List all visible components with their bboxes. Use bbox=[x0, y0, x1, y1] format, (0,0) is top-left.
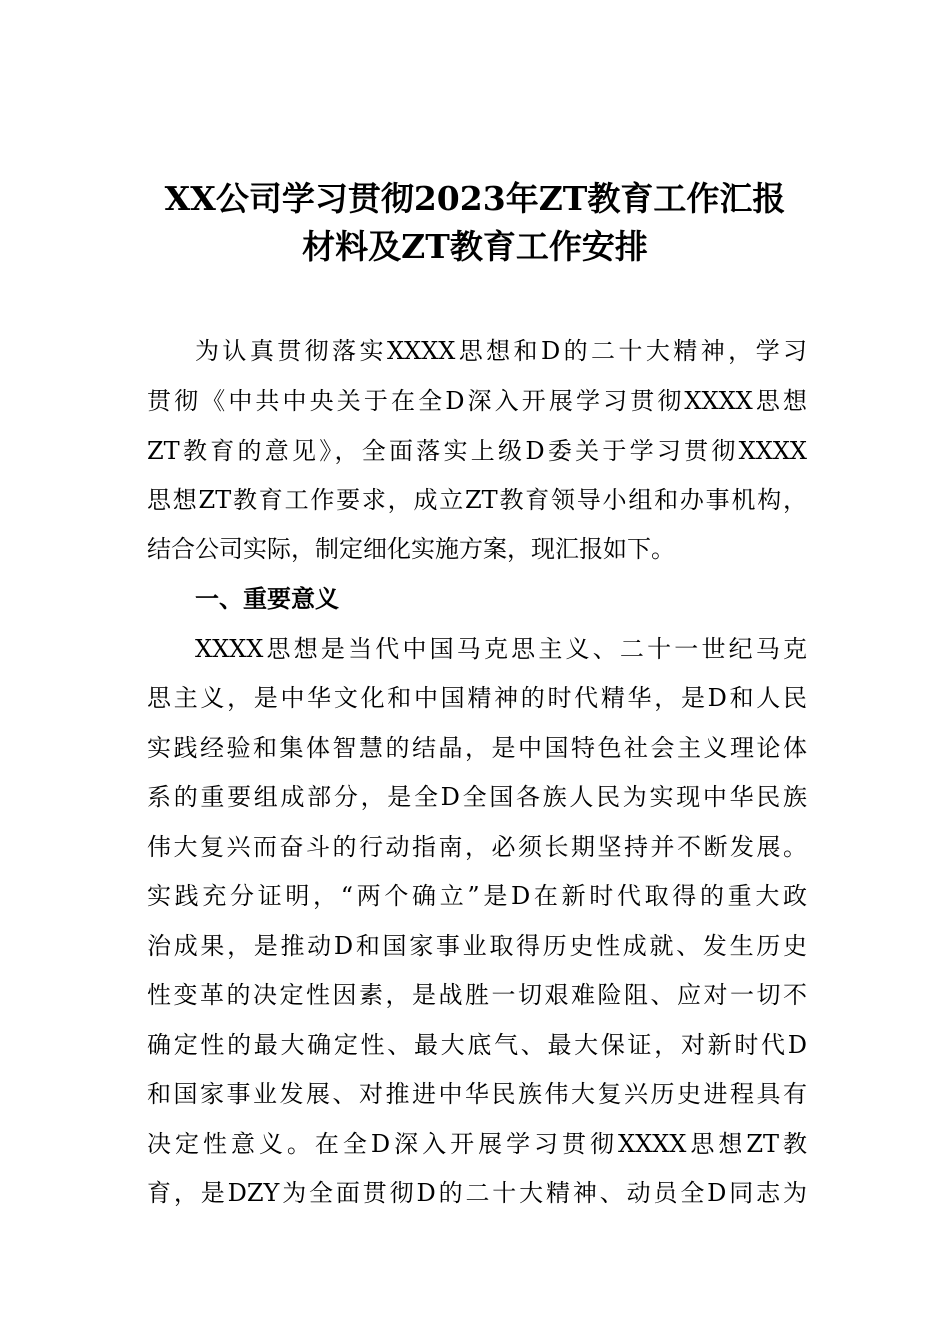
intro-line-4: 思想ZT教育工作要求，成立ZT教育领导小组和办事机构， bbox=[147, 486, 807, 514]
body-line-12: 育，是DZY为全面贯彻D的二十大精神、动员全D同志为 bbox=[147, 1179, 807, 1207]
body-line-4: 系的重要组成部分，是全D全国各族人民为实现中华民族 bbox=[147, 783, 807, 811]
body-line-9: 确定性的最大确定性、最大底气、最大保证，对新时代D bbox=[147, 1031, 807, 1059]
document-title-line-2: 材料及ZT教育工作安排 bbox=[302, 227, 648, 266]
intro-line-1: 为认真贯彻落实XXXX思想和D的二十大精神，学习 bbox=[195, 337, 807, 365]
intro-line-5: 结合公司实际，制定细化实施方案，现汇报如下。 bbox=[147, 535, 675, 563]
body-line-1: XXXX思想是当代中国马克思主义、二十一世纪马克 bbox=[195, 635, 807, 663]
intro-line-3: ZT教育的意见》，全面落实上级D委关于学习贯彻XXXX bbox=[147, 437, 807, 465]
body-line-6: 实践充分证明，“两个确立”是D在新时代取得的重大政 bbox=[147, 882, 807, 910]
document-title-line-1: XX公司学习贯彻2023年ZT教育工作汇报 bbox=[164, 179, 786, 218]
body-line-10: 和国家事业发展、对推进中华民族伟大复兴历史进程具有 bbox=[147, 1080, 807, 1108]
body-line-7: 治成果，是推动D和国家事业取得历史性成就、发生历史 bbox=[147, 932, 807, 960]
body-line-3: 实践经验和集体智慧的结晶，是中国特色社会主义理论体 bbox=[147, 734, 807, 762]
body-line-8: 性变革的决定性因素，是战胜一切艰难险阻、应对一切不 bbox=[147, 981, 807, 1009]
body-line-5: 伟大复兴而奋斗的行动指南，必须长期坚持并不断发展。 bbox=[147, 833, 807, 861]
body-line-11: 决定性意义。在全D深入开展学习贯彻XXXX思想ZT教 bbox=[147, 1130, 807, 1158]
section-heading: 一、重要意义 bbox=[195, 585, 339, 613]
body-line-2: 思主义，是中华文化和中国精神的时代精华，是D和人民 bbox=[147, 684, 807, 712]
intro-line-2: 贯彻《中共中央关于在全D深入开展学习贯彻XXXX思想 bbox=[147, 387, 807, 415]
